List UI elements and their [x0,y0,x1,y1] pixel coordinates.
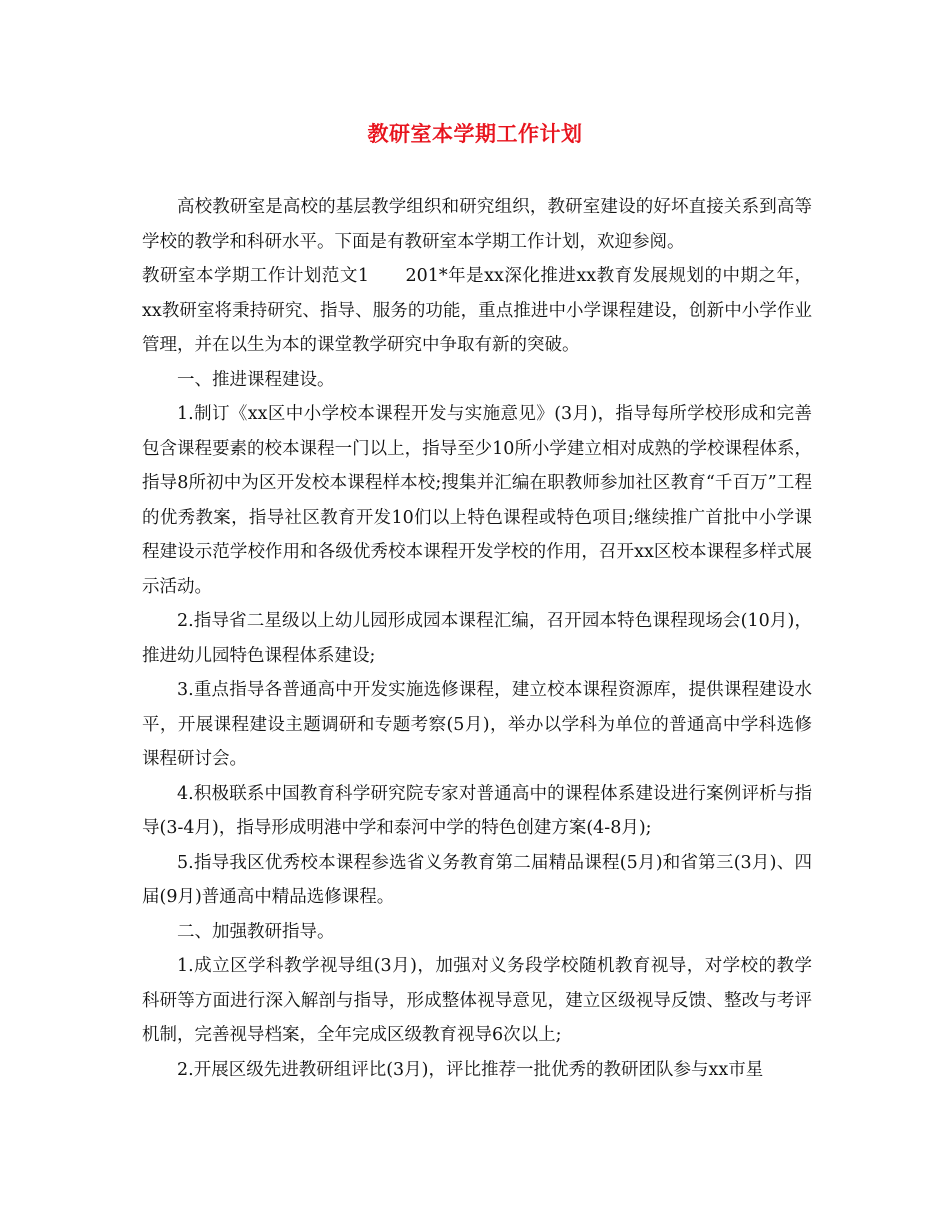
paragraph: 一、推进课程建设。 [177,369,335,390]
paragraph: 教研室本学期工作计划范文1 201*年是xx深化推进xx教育发展规划的中期之年，xx教研室将秉持研究、指导、服务的功能，重点推进中小学课程建设，创新中小学作业管理，并在以生为本的课堂教学研究中争取有新的突破。 [142,266,812,355]
document-title: 教研室本学期工作计划 [367,121,583,146]
paragraph: 2.开展区级先进教研组评比(3月)，评比推荐一批优秀的教研团队参与xx市星 [177,1059,764,1080]
paragraph: 2.指导省二星级以上幼儿园形成园本课程汇编，召开园本特色课程现场会(10月)，推进幼儿园特色课程体系建设; [142,611,812,666]
paragraph: 4.积极联系中国教育科学研究院专家对普通高中的课程体系建设进行案例评析与指导(3-4月)，指导形成明港中学和泰河中学的特色创建方案(4-8月); [142,783,812,838]
paragraph: 3.重点指导各普通高中开发实施选修课程，建立校本课程资源库，提供课程建设水平，开展课程建设主题调研和专题考察(5月)，举办以学科为单位的普通高中学科选修课程研讨会。 [142,680,812,769]
paragraph: 1.制订《xx区中小学校本课程开发与实施意见》(3月)，指导每所学校形成和完善包含课程要素的校本课程一门以上，指导至少10所小学建立相对成熟的学校课程体系，指导8所初中为区开发校本课程样本校;搜集并汇编在职教师参加社区教育“千百万”工程的优秀教案，指导社区教育开发10们以上特色课程或特色项目;继续推广首批中小学课程建设示范学校作用和各级优秀校本课程开发学校的作用，召开xx区校本课程多样式展示活动。 [142,404,812,597]
paragraph: 1.成立区学科教学视导组(3月)，加强对义务段学校随机教育视导，对学校的教学科研等方面进行深入解剖与指导，形成整体视导意见，建立区级视导反馈、整改与考评机制，完善视导档案，全年完成区级教育视导6次以上; [142,956,812,1045]
paragraph: 高校教研室是高校的基层教学组织和研究组织，教研室建设的好坏直接关系到高等学校的教学和科研水平。下面是有教研室本学期工作计划，欢迎参阅。 [142,197,812,252]
paragraph: 5.指导我区优秀校本课程参选省义务教育第二届精品课程(5月)和省第三(3月)、四届(9月)普通高中精品选修课程。 [142,852,812,907]
paragraph: 二、加强教研指导。 [177,921,335,942]
document-body [142,190,812,1087]
